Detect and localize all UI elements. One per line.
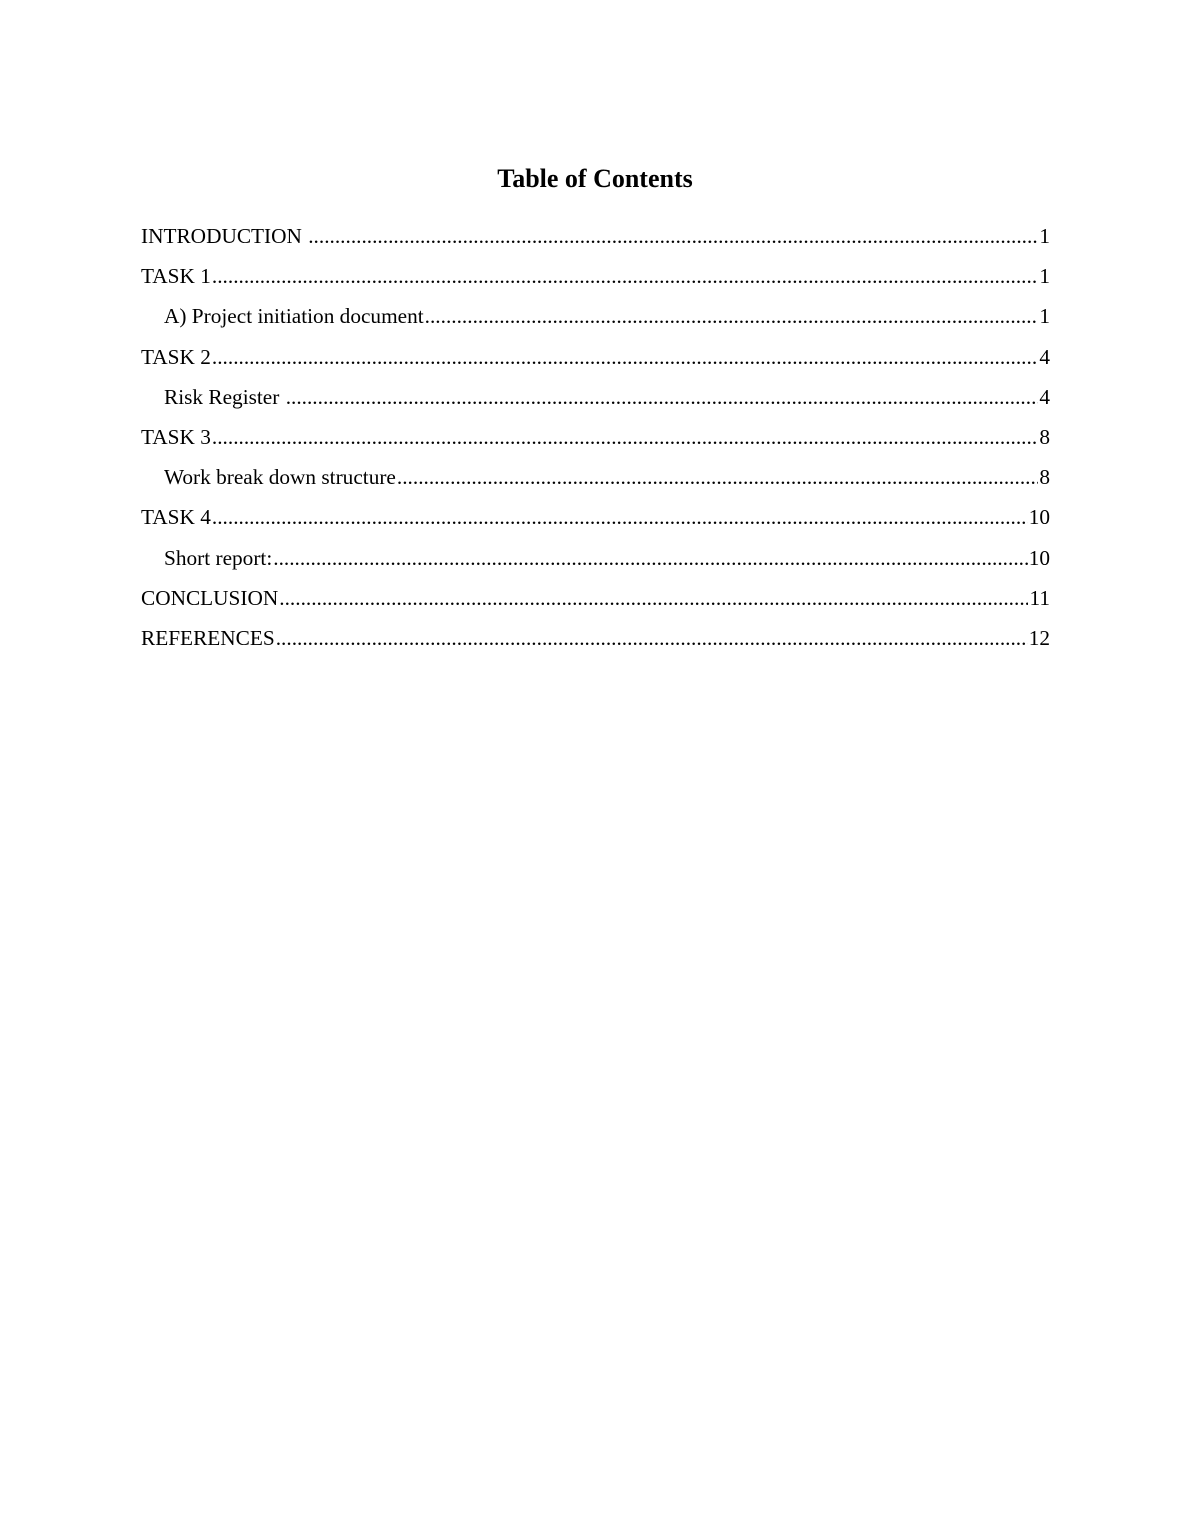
toc-dot-leader (308, 220, 1038, 252)
toc-entry-work-break-down-structure[interactable] (141, 461, 1050, 501)
toc-dot-leader (212, 341, 1038, 373)
toc-entry-references[interactable] (141, 622, 1050, 662)
toc-entry-page: 4 (1039, 344, 1050, 369)
toc-entry-page: 12 (1028, 625, 1050, 650)
toc-entry-task-1[interactable] (141, 260, 1050, 300)
toc-entry-page: 8 (1039, 465, 1050, 490)
toc-entry-project-initiation-document[interactable] (141, 300, 1050, 340)
toc-dot-leader (212, 501, 1028, 533)
toc-entry-label: TASK 2 (141, 344, 211, 369)
toc-entry-conclusion[interactable] (141, 582, 1050, 622)
toc-entry-page: 1 (1039, 264, 1050, 289)
toc-entry-task-2[interactable] (141, 341, 1050, 381)
toc-entry-introduction[interactable] (141, 220, 1050, 260)
toc-entry-page: 8 (1039, 424, 1050, 449)
toc-entry-page: 11 (1029, 585, 1050, 610)
toc-entry-label: A) Project initiation document (164, 304, 424, 329)
toc-entry-page: 4 (1039, 384, 1050, 409)
toc-entry-task-3[interactable] (141, 421, 1050, 461)
toc-list (141, 220, 1050, 662)
toc-title: Table of Contents (497, 164, 693, 193)
toc-dot-leader (273, 542, 1027, 574)
toc-entry-label: TASK 1 (141, 264, 211, 289)
toc-dot-leader (279, 582, 1028, 614)
toc-entry-label: CONCLUSION (141, 585, 279, 610)
toc-entry-label: Risk Register (164, 384, 285, 409)
toc-dot-leader (212, 260, 1038, 292)
toc-dot-leader (212, 421, 1038, 453)
toc-entry-short-report[interactable] (141, 542, 1050, 582)
toc-dot-leader (397, 461, 1038, 493)
toc-dot-leader (276, 622, 1028, 654)
toc-entry-label: REFERENCES (141, 625, 275, 650)
toc-entry-label: INTRODUCTION (141, 224, 308, 248)
toc-dot-leader (425, 300, 1039, 332)
toc-entry-label: TASK 3 (141, 424, 211, 449)
toc-entry-page: 1 (1039, 224, 1050, 248)
toc-entry-label: Short report: (164, 545, 273, 570)
toc-entry-label: TASK 4 (141, 505, 211, 530)
toc-entry-label: Work break down structure (164, 465, 396, 490)
toc-dot-leader (286, 381, 1039, 413)
toc-entry-page: 10 (1028, 545, 1050, 570)
toc-entry-page: 1 (1039, 304, 1050, 329)
toc-entry-page: 10 (1028, 505, 1050, 530)
toc-entry-task-4[interactable] (141, 501, 1050, 541)
toc-entry-risk-register[interactable] (141, 381, 1050, 421)
